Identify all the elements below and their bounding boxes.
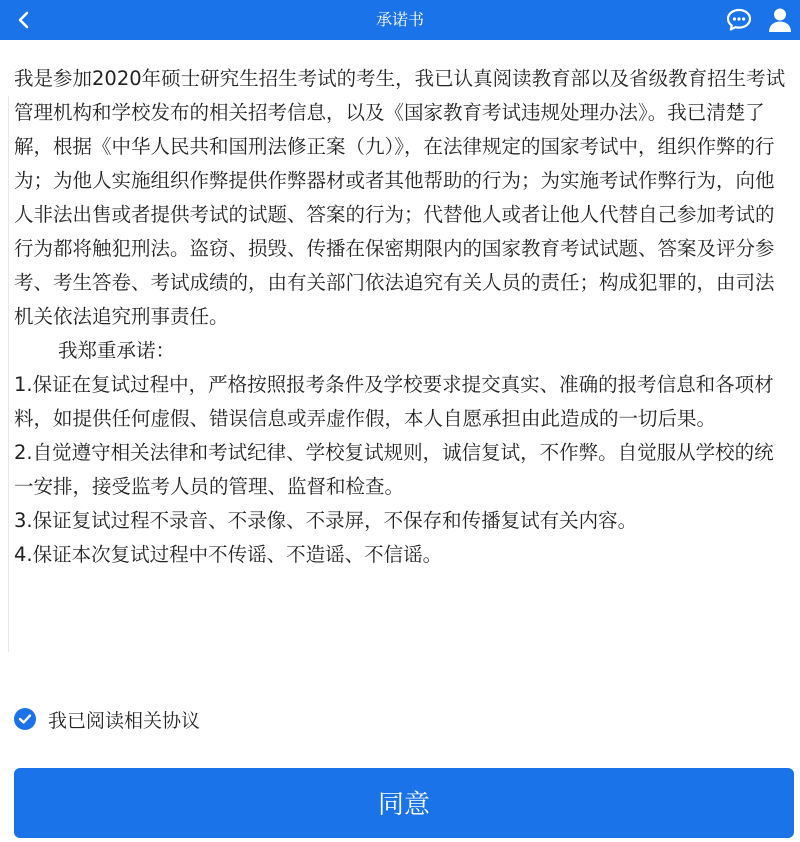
agreement-checkbox[interactable] bbox=[14, 704, 200, 734]
pledge-item-4: 4.保证本次复试过程中不传谣、不造谣、不信谣。 bbox=[14, 543, 443, 566]
agree-button[interactable]: 同意 bbox=[14, 768, 794, 838]
chat-bubble-icon bbox=[726, 8, 752, 32]
intro-paragraph: 我是参加2020年硕士研究生招生考试的考生，我已认真阅读教育部以及省级教育招生考试管理机构和学校发布的相关招考信息，以及《国家教育考试违规处理办法》。我已清楚了解，根据《中华人民共和国刑法修正案（九）》，在法律规定的国家考试中，组织作弊的行为；为他人实施组织作弊提供作弊器材或者其他帮助的行为；为实施考试作弊行为，向他人非法出售或者提供考试的试题、答案的行为；代替他人或者让他人代替自己参加考试的行为都将触犯刑法。盗窃、损毁、传播在保密期限内的国家教育考试试题、答案及评分参考、考生答卷、考试成绩的，由有关部门依法追究有关人员的责任；构成犯罪的，由司法机关依法追究刑事责任。 bbox=[14, 67, 786, 328]
pledge-item-2: 2.自觉遵守相关法律和考试纪律、学校复试规则，诚信复试，不作弊。自觉服从学校的统一安排，接受监考人员的管理、监督和检查。 bbox=[14, 441, 774, 498]
page-title: 承诺书 bbox=[375, 10, 424, 29]
pledge-item-3: 3.保证复试过程不录音、不录像、不录屏，不保存和传播复试有关内容。 bbox=[14, 509, 638, 532]
top-bar bbox=[0, 0, 800, 40]
commitment-text bbox=[14, 62, 786, 572]
pledge-heading: 我郑重承诺： bbox=[58, 339, 176, 362]
content-divider bbox=[8, 96, 9, 652]
pledge-item-1: 1.保证在复试过程中，严格按照报考条件及学校要求提交真实、准确的报考信息和各项材料，如提供任何虚假、错误信息或弄虚作假，本人自愿承担由此造成的一切后果。 bbox=[14, 373, 774, 430]
agreement-label: 我已阅读相关协议 bbox=[48, 709, 201, 732]
chat-button[interactable] bbox=[724, 5, 754, 35]
user-icon bbox=[768, 7, 792, 33]
check-circle-icon bbox=[14, 708, 36, 730]
user-button[interactable] bbox=[764, 4, 796, 36]
